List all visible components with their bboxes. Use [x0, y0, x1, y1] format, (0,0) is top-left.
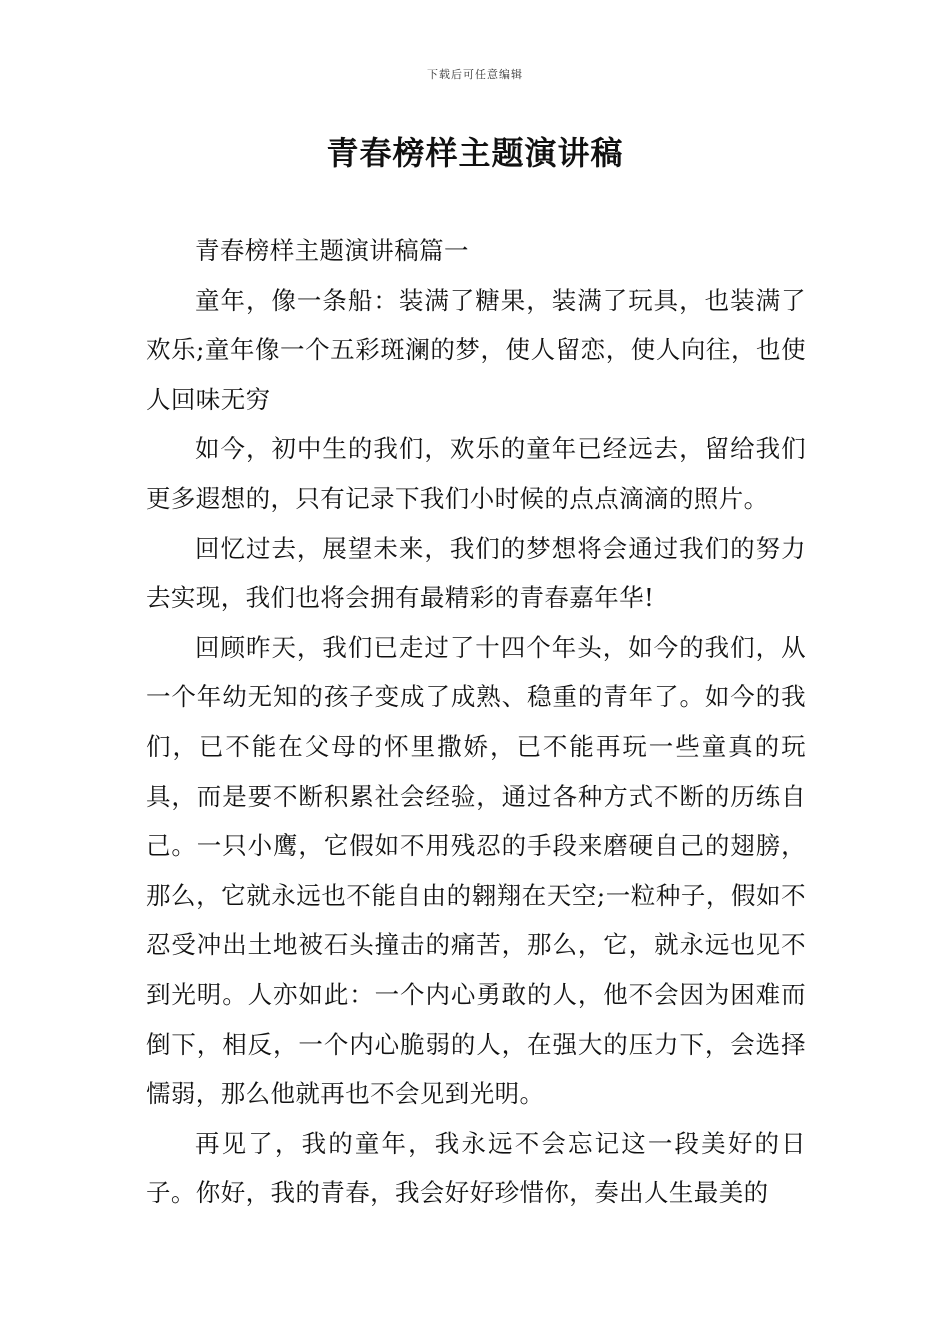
paragraph: 童年，像一条船：装满了糖果，装满了玩具，也装满了欢乐;童年像一个五彩斑澜的梦，使人留恋，使人向往，也使人回味无穷	[146, 285, 806, 414]
document-title: 青春榜样主题演讲稿	[326, 134, 624, 172]
paragraph: 回忆过去，展望未来，我们的梦想将会通过我们的努力去实现，我们也将会拥有最精彩的青春嘉年华!	[146, 533, 806, 613]
paragraph: 再见了，我的童年，我永远不会忘记这一段美好的日子。你好，我的青春，我会好好珍惜你，奏出人生最美的	[146, 1128, 806, 1208]
paragraph: 如今，初中生的我们，欢乐的童年已经远去，留给我们更多遐想的，只有记录下我们小时候的点点滴滴的照片。	[146, 434, 806, 513]
paragraph: 回顾昨天，我们已走过了十四个年头，如今的我们，从一个年幼无知的孩子变成了成熟、稳重的青年了。如今的我们，已不能在父母的怀里撒娇，已不能再玩一些童真的玩具，而是要不断积累社会经验，通过各种方式不断的历练自己。一只小鹰，它假如不用残忍的手段来磨硬自己的翅膀，那么，它就永远也不能自由的翱翔在天空;一粒种子，假如不忍受冲出土地被石头撞击的痛苦，那么，它，就永远也见不到光明。人亦如此：一个内心勇敢的人，他不会因为困难而倒下，相反，一个内心脆弱的人，在强大的压力下，会选择懦弱，那么他就再也不会见到光明。	[146, 632, 806, 1109]
header-note: 下载后可任意编辑	[427, 68, 523, 81]
document-body	[146, 226, 806, 1218]
paragraph-section-heading: 青春榜样主题演讲稿篇一	[195, 236, 469, 265]
